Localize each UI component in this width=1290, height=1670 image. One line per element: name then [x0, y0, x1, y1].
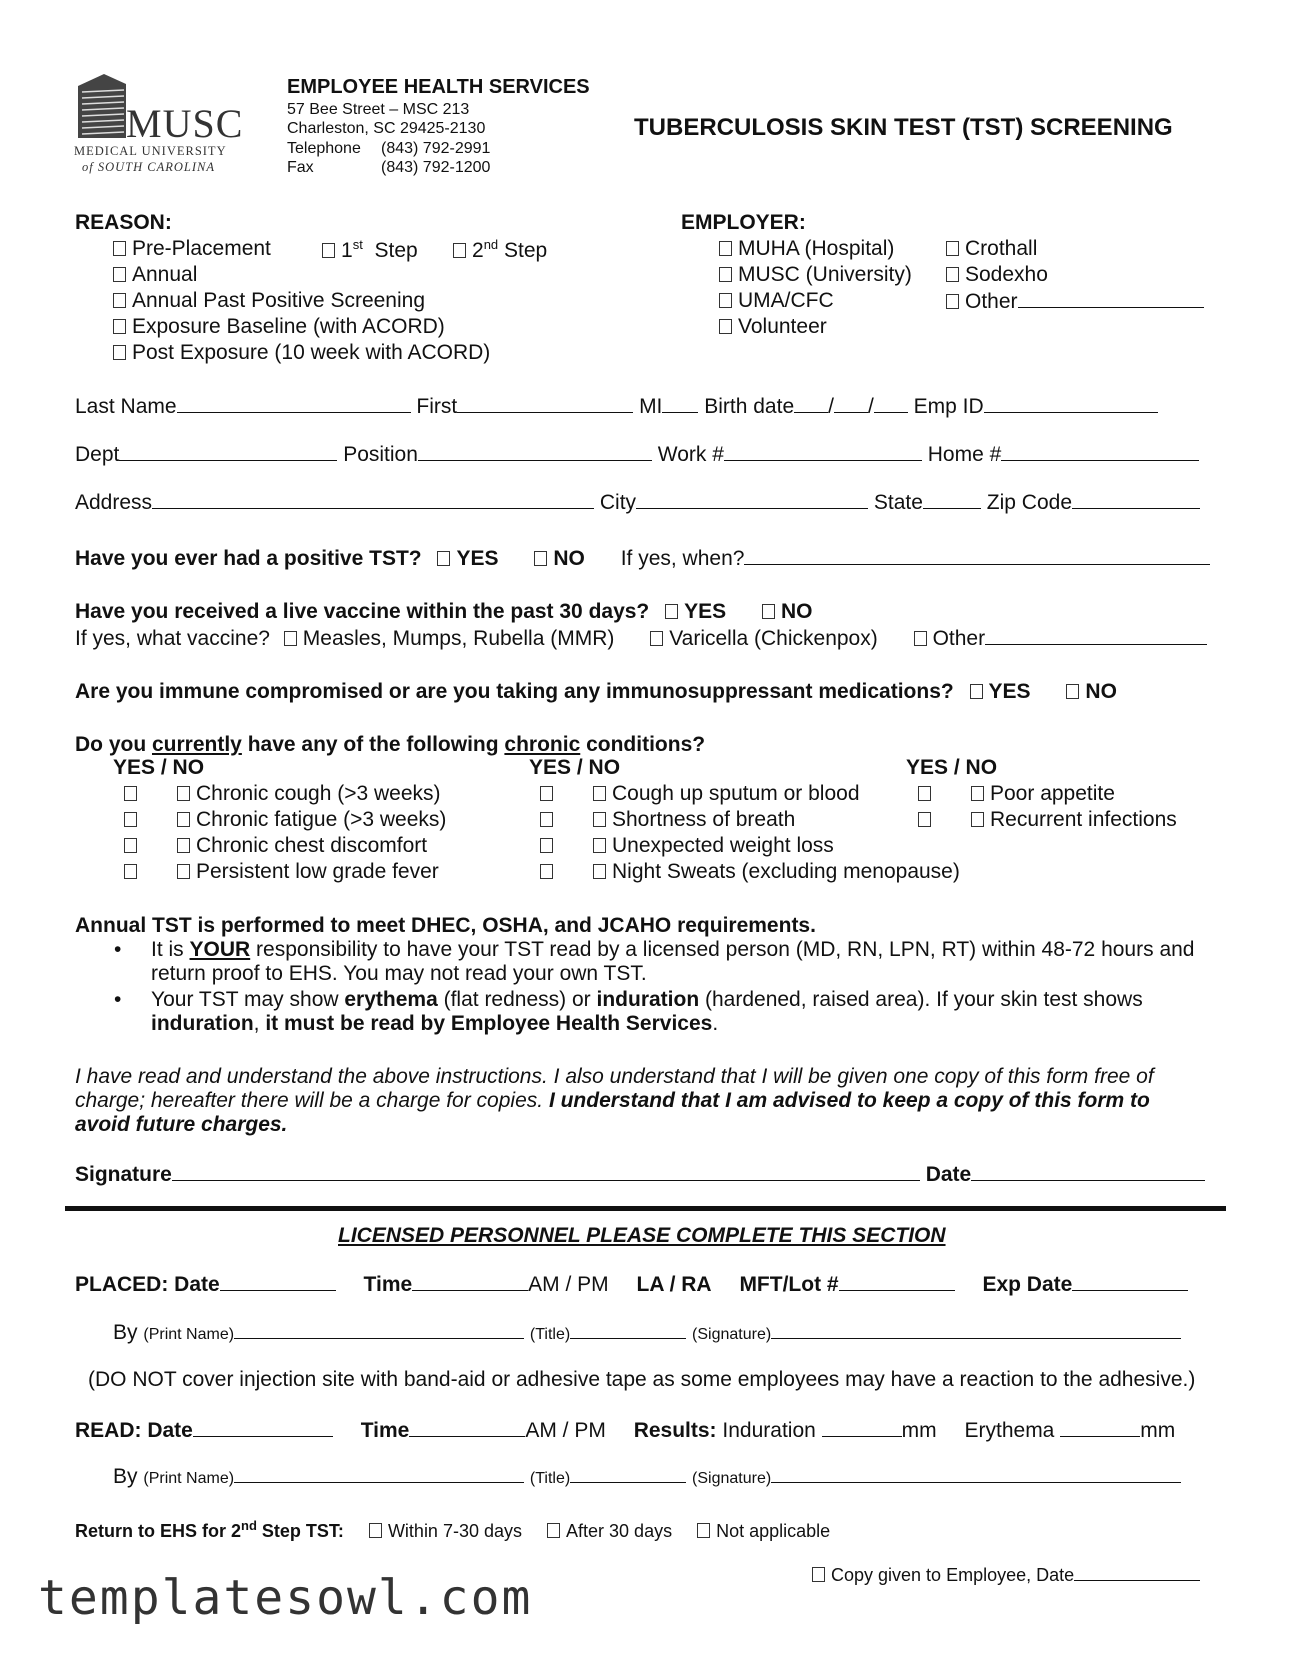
return-row — [75, 1518, 830, 1542]
date-label: Date — [925, 1163, 972, 1186]
text: , — [253, 1012, 266, 1035]
logo-line2: of SOUTH CAROLINA — [82, 160, 215, 174]
read-by-row — [113, 1464, 1181, 1489]
read-date-field[interactable] — [193, 1418, 333, 1437]
label: Other — [965, 290, 1018, 313]
building-icon — [74, 74, 130, 140]
erythema-field[interactable] — [1060, 1418, 1140, 1437]
checkbox-yes[interactable] — [124, 838, 137, 853]
city-field[interactable] — [636, 490, 868, 509]
q-part: chronic — [504, 733, 581, 756]
row-dept — [75, 442, 1199, 467]
condition-label: Cough up sputum or blood — [612, 782, 860, 805]
text: Your TST may show — [151, 988, 345, 1011]
title-field[interactable] — [570, 1320, 686, 1339]
emp-id-field[interactable] — [984, 394, 1158, 413]
after-label: After 30 days — [566, 1521, 673, 1541]
reason-post-exposure[interactable] — [113, 341, 490, 365]
date-field[interactable] — [971, 1162, 1205, 1181]
placed-by-row — [113, 1320, 1181, 1345]
checkbox-yes[interactable] — [124, 786, 137, 801]
checkbox-yes[interactable] — [540, 812, 553, 827]
logo-line1: MEDICAL UNIVERSITY — [74, 144, 227, 158]
label: Post Exposure (10 week with ACORD) — [132, 341, 491, 364]
dept-field[interactable] — [119, 442, 337, 461]
bullet-icon: • — [114, 938, 122, 961]
condition-label: Recurrent infections — [990, 808, 1177, 831]
reason-pre-placement[interactable] — [113, 237, 271, 261]
checkbox-within[interactable] — [369, 1523, 382, 1538]
label: Volunteer — [738, 315, 827, 338]
employer-muha[interactable] — [719, 237, 894, 261]
return-label: Return to EHS for 2 — [75, 1521, 242, 1541]
q-part: have any of the following — [241, 733, 505, 756]
print-name-field[interactable] — [234, 1320, 524, 1339]
checkbox-yes[interactable] — [970, 684, 983, 699]
bullet-1-line-1 — [151, 938, 1194, 962]
checkbox-no[interactable] — [593, 786, 606, 801]
checkbox[interactable] — [113, 345, 126, 360]
other-label: Other — [932, 627, 986, 650]
ack-line-3: avoid future charges. — [75, 1113, 288, 1136]
slash: / — [828, 395, 834, 418]
employer-musc[interactable] — [719, 263, 912, 287]
condition-label: Poor appetite — [990, 782, 1115, 805]
last-name-field[interactable] — [177, 394, 411, 413]
ack-line-1: I have read and understand the above instructions. I also understand that I will be given one copy of this form free of — [75, 1065, 1154, 1088]
checkbox-no[interactable] — [177, 812, 190, 827]
checkbox[interactable] — [113, 241, 126, 256]
yes-no-header-1: YES / NO — [113, 756, 205, 779]
mm-label: mm — [1140, 1419, 1176, 1442]
checkbox[interactable] — [719, 241, 732, 256]
label: MUHA (Hospital) — [738, 237, 895, 260]
slash: / — [867, 395, 874, 418]
label: UMA/CFC — [738, 289, 834, 312]
no-label: NO — [553, 547, 585, 570]
sup: nd — [483, 237, 499, 252]
condition-row — [540, 808, 795, 832]
label: Annual Past Positive Screening — [132, 289, 426, 312]
label: MUSC (University) — [738, 263, 912, 286]
yes-label: YES — [988, 680, 1031, 703]
employer-crothall[interactable] — [946, 237, 1037, 261]
print-name-field[interactable] — [234, 1464, 524, 1483]
state-field[interactable] — [923, 490, 981, 509]
placed-time-field[interactable] — [412, 1272, 528, 1291]
by-label: By — [113, 1321, 138, 1344]
condition-row — [124, 782, 441, 806]
checkbox[interactable] — [946, 267, 959, 282]
label: Step — [374, 239, 418, 262]
checkbox-no[interactable] — [177, 838, 190, 853]
org-name: EMPLOYEE HEALTH SERVICES — [287, 76, 590, 98]
if-yes-vaccine-label: If yes, what vaccine? — [75, 627, 270, 650]
varicella-label: Varicella (Chickenpox) — [669, 627, 878, 650]
question-text: Have you ever had a positive TST? — [75, 547, 422, 570]
row-address — [75, 490, 1200, 515]
q-part: currently — [152, 733, 242, 756]
checkbox-varicella[interactable] — [650, 631, 663, 646]
employer-sodexho[interactable] — [946, 263, 1048, 287]
position-label: Position — [343, 443, 418, 466]
checkbox-no[interactable] — [593, 864, 606, 879]
checkbox[interactable] — [946, 241, 959, 256]
reason-step2[interactable] — [453, 237, 547, 263]
placed-row — [75, 1272, 1188, 1297]
signature-label: (Signature) — [692, 1470, 772, 1487]
condition-label: Persistent low grade fever — [196, 860, 439, 883]
city-label: City — [599, 491, 637, 514]
checkbox-other[interactable] — [914, 631, 927, 646]
text: (hardened, raised area). If your skin test shows — [699, 988, 1143, 1011]
annual-heading: Annual TST is performed to meet DHEC, OSHA, and JCAHO requirements. — [75, 914, 816, 937]
condition-row — [918, 808, 1177, 832]
checkbox-yes[interactable] — [124, 812, 137, 827]
text: it must be read by Employee Health Services — [265, 1012, 713, 1035]
text: responsibility to have your TST read by a licensed person (MD, RN, LPN, RT) within 48-72 hours and — [250, 938, 1195, 961]
reason-annual-past[interactable] — [113, 289, 425, 313]
condition-row — [918, 782, 1115, 806]
home-phone-label: Home # — [927, 443, 1002, 466]
birth-day-field[interactable] — [834, 394, 868, 413]
checkbox[interactable] — [719, 267, 732, 282]
title-label: (Title) — [529, 1470, 571, 1487]
checkbox-no[interactable] — [971, 786, 984, 801]
no-label: NO — [1085, 680, 1117, 703]
sup: st — [352, 237, 363, 252]
last-name-label: Last Name — [75, 395, 177, 418]
time-label: Time — [363, 1273, 413, 1296]
placed-date-label: PLACED: Date — [75, 1273, 220, 1296]
text: . — [712, 1012, 719, 1035]
bullet-1-line-2: return proof to EHS. You may not read your own TST. — [151, 962, 647, 985]
birth-year-field[interactable] — [874, 394, 908, 413]
checkbox[interactable] — [946, 294, 959, 309]
exp-date-label: Exp Date — [982, 1273, 1073, 1296]
do-not-cover-note: (DO NOT cover injection site with band-aid or adhesive tape as some employees may have a reaction to the adhesive.) — [88, 1368, 1196, 1391]
condition-label: Chronic chest discomfort — [196, 834, 428, 857]
within-label: Within 7-30 days — [387, 1521, 522, 1541]
zip-label: Zip Code — [986, 491, 1073, 514]
text: induration — [596, 988, 700, 1011]
condition-row — [540, 860, 960, 884]
text: YOUR — [189, 938, 251, 961]
ack-line-2 — [75, 1089, 1150, 1113]
copy-given-label: Copy given to Employee, Date — [831, 1565, 1075, 1585]
mi-field[interactable] — [662, 394, 698, 413]
birth-date-label: Birth date — [704, 395, 795, 418]
if-yes-when-label: If yes, when? — [620, 547, 745, 570]
work-phone-label: Work # — [657, 443, 724, 466]
when-field[interactable] — [744, 546, 1210, 565]
chronic-question — [75, 733, 705, 757]
checkbox[interactable] — [453, 243, 466, 258]
signature-field[interactable] — [172, 1162, 920, 1181]
mft-field[interactable] — [839, 1272, 955, 1291]
bullet-2-line-2 — [151, 1012, 718, 1036]
print-name-label: (Print Name) — [143, 1470, 235, 1487]
mft-label: MFT/Lot # — [739, 1273, 839, 1296]
na-label: Not applicable — [716, 1521, 831, 1541]
employer-uma[interactable] — [719, 289, 834, 313]
tel-label: Telephone — [287, 140, 361, 157]
text: induration — [151, 1012, 254, 1035]
read-date-label: READ: Date — [75, 1419, 193, 1442]
label: Pre-Placement — [132, 237, 271, 260]
address-field[interactable] — [152, 490, 594, 509]
checkbox-no[interactable] — [177, 864, 190, 879]
condition-row — [124, 808, 446, 832]
q-positive-tst — [75, 546, 1210, 571]
state-label: State — [873, 491, 923, 514]
print-name-label: (Print Name) — [143, 1326, 235, 1343]
label: 2 — [472, 239, 484, 262]
text: It is — [151, 938, 190, 961]
dept-label: Dept — [75, 443, 120, 466]
work-phone-field[interactable] — [724, 442, 922, 461]
emp-id-label: Emp ID — [913, 395, 984, 418]
signature-field[interactable] — [771, 1464, 1181, 1483]
erythema-label: Erythema — [964, 1419, 1055, 1442]
condition-row — [540, 782, 860, 806]
condition-label: Shortness of breath — [612, 808, 796, 831]
results-label: Results: — [633, 1419, 717, 1442]
checkbox-no[interactable] — [762, 604, 775, 619]
checkbox[interactable] — [322, 243, 335, 258]
employer-volunteer[interactable] — [719, 315, 827, 339]
mm-label: mm — [901, 1419, 937, 1442]
condition-row — [124, 860, 439, 884]
label: Crothall — [965, 237, 1038, 260]
question-text: Have you received a live vaccine within the past 30 days? — [75, 600, 650, 623]
q-part: Do you — [75, 733, 152, 756]
employer-other[interactable] — [946, 289, 1204, 314]
reason-exposure-baseline[interactable] — [113, 315, 445, 339]
label: Step — [504, 239, 548, 262]
licensed-heading: LICENSED PERSONNEL PLEASE COMPLETE THIS SECTION — [338, 1224, 946, 1247]
label: 1 — [341, 239, 353, 262]
org-city: Charleston, SC 29425-2130 — [287, 120, 486, 137]
checkbox-no[interactable] — [534, 551, 547, 566]
home-phone-field[interactable] — [1001, 442, 1199, 461]
checkbox-mmr[interactable] — [284, 631, 297, 646]
address-label: Address — [75, 491, 153, 514]
checkbox-no[interactable] — [593, 812, 606, 827]
mi-label: MI — [639, 395, 663, 418]
condition-label: Chronic fatigue (>3 weeks) — [196, 808, 447, 831]
bullet-icon: • — [114, 988, 122, 1011]
by-label: By — [113, 1465, 138, 1488]
checkbox[interactable] — [113, 267, 126, 282]
condition-label: Chronic cough (>3 weeks) — [196, 782, 441, 805]
text: erythema — [344, 988, 438, 1011]
exp-date-field[interactable] — [1072, 1272, 1188, 1291]
checkbox-yes[interactable] — [540, 786, 553, 801]
logo-name: MUSC — [126, 101, 244, 146]
induration-label: Induration — [722, 1419, 816, 1442]
checkbox-yes[interactable] — [437, 551, 450, 566]
ampm-label: AM / PM — [525, 1419, 606, 1442]
position-field[interactable] — [418, 442, 652, 461]
org-street: 57 Bee Street – MSC 213 — [287, 101, 470, 118]
form-title: TUBERCULOSIS SKIN TEST (TST) SCREENING — [634, 114, 1173, 141]
signature-label: (Signature) — [692, 1326, 772, 1343]
read-time-field[interactable] — [409, 1418, 525, 1437]
checkbox-yes[interactable] — [124, 864, 137, 879]
birth-month-field[interactable] — [794, 394, 828, 413]
checkbox[interactable] — [113, 319, 126, 334]
title-label: (Title) — [529, 1326, 571, 1343]
yes-no-header-3: YES / NO — [906, 756, 998, 779]
induration-field[interactable] — [822, 1418, 902, 1437]
checkbox[interactable] — [113, 293, 126, 308]
employer-label: EMPLOYER: — [681, 211, 806, 234]
checkbox-yes[interactable] — [918, 812, 931, 827]
placed-date-field[interactable] — [220, 1272, 336, 1291]
checkbox-no[interactable] — [177, 786, 190, 801]
row-name — [75, 394, 1158, 419]
condition-label: Night Sweats (excluding menopause) — [612, 860, 960, 883]
question-text: Are you immune compromised or are you taking any immunosuppressant medications? — [75, 680, 954, 703]
yes-no-header-2: YES / NO — [529, 756, 621, 779]
mmr-label: Measles, Mumps, Rubella (MMR) — [302, 627, 615, 650]
section-divider — [65, 1206, 1226, 1211]
label: Sodexho — [965, 263, 1048, 286]
other-vaccine-field[interactable] — [985, 626, 1207, 645]
zip-field[interactable] — [1072, 490, 1200, 509]
musc-logo — [74, 74, 244, 174]
first-name-field[interactable] — [457, 394, 633, 413]
ampm-label: AM / PM — [528, 1273, 609, 1296]
q-part: conditions? — [580, 733, 706, 756]
reason-step1[interactable] — [322, 237, 418, 263]
condition-row — [540, 834, 834, 858]
fax-label: Fax — [287, 159, 314, 176]
reason-label: REASON: — [75, 211, 172, 234]
checkbox-no[interactable] — [1066, 684, 1079, 699]
condition-row — [124, 834, 427, 858]
first-name-label: First — [416, 395, 458, 418]
text: (flat redness) or — [437, 988, 597, 1011]
label: Annual — [132, 263, 198, 286]
checkbox-copy-given[interactable] — [812, 1567, 825, 1582]
checkbox-yes[interactable] — [665, 604, 678, 619]
label: Exposure Baseline (with ACORD) — [132, 315, 445, 338]
read-row — [75, 1418, 1175, 1443]
copy-given-row — [812, 1562, 1200, 1586]
copy-given-date-field[interactable] — [1074, 1562, 1200, 1581]
text: I understand that I am advised to keep a copy of this form to — [548, 1089, 1150, 1112]
yes-label: YES — [456, 547, 499, 570]
tel-value: (843) 792-2991 — [381, 140, 491, 157]
signature-field[interactable] — [771, 1320, 1181, 1339]
title-field[interactable] — [570, 1464, 686, 1483]
reason-annual[interactable] — [113, 263, 197, 287]
checkbox[interactable] — [719, 293, 732, 308]
q-live-vaccine — [75, 600, 812, 624]
checkbox-no[interactable] — [971, 812, 984, 827]
signature-label: Signature — [75, 1163, 172, 1186]
checkbox-no[interactable] — [593, 838, 606, 853]
yes-label: YES — [684, 600, 727, 623]
watermark: templatesowl.com — [38, 1570, 533, 1626]
checkbox-yes[interactable] — [918, 786, 931, 801]
text: charge; hereafter there will be a charge for copies. — [75, 1089, 549, 1112]
other-line[interactable] — [1018, 289, 1204, 308]
checkbox[interactable] — [719, 319, 732, 334]
q-vaccine-type — [75, 626, 1207, 651]
return-sup: nd — [241, 1518, 257, 1533]
condition-label: Unexpected weight loss — [612, 834, 834, 857]
fax-value: (843) 792-1200 — [381, 159, 491, 176]
checkbox-na[interactable] — [697, 1523, 710, 1538]
no-label: NO — [780, 600, 813, 623]
time-label: Time — [360, 1419, 410, 1442]
bullet-2-line-1 — [151, 988, 1143, 1012]
signature-row — [75, 1162, 1205, 1187]
la-ra-label: LA / RA — [636, 1273, 712, 1296]
checkbox-yes[interactable] — [540, 864, 553, 879]
q-immune — [75, 680, 1117, 704]
return-label: Step TST: — [256, 1521, 344, 1541]
checkbox-yes[interactable] — [540, 838, 553, 853]
checkbox-after[interactable] — [547, 1523, 560, 1538]
